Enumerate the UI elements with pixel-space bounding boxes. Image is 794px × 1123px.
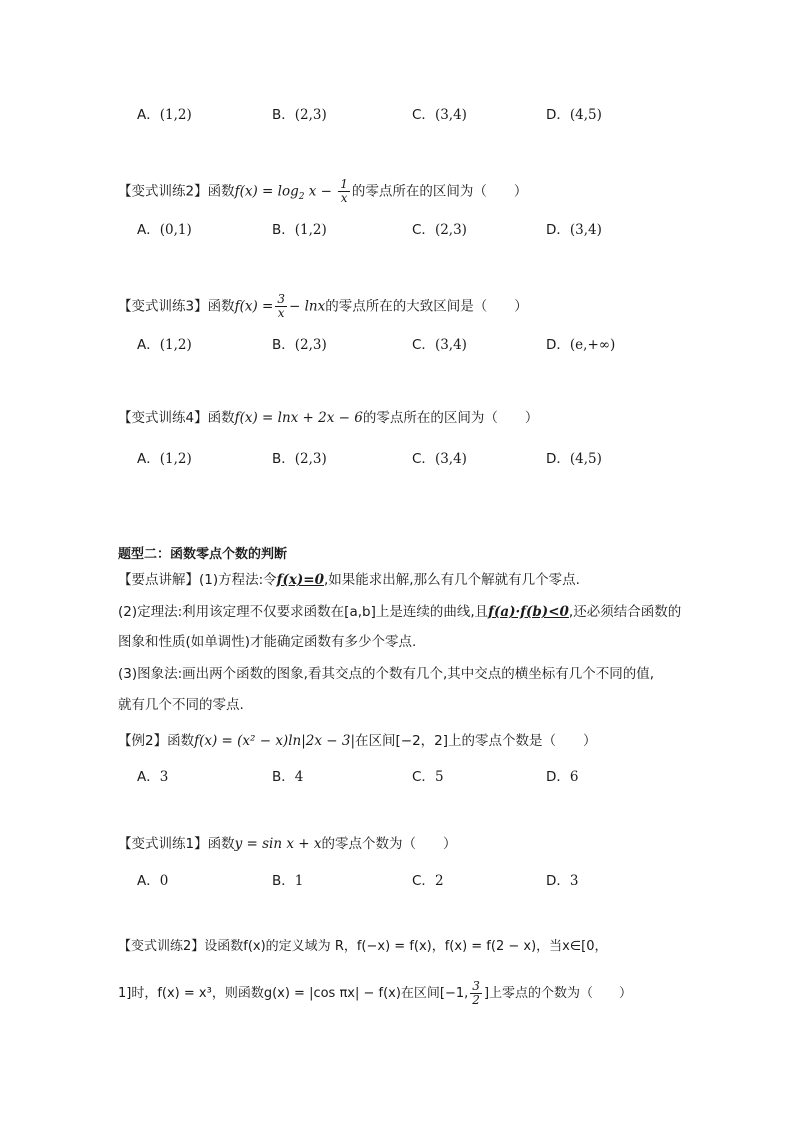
fraction: $\frac{3}{x}$	[277, 292, 285, 320]
option-a[interactable]: A．(0,1)	[137, 222, 192, 238]
option-c[interactable]: C．(2,3)	[412, 222, 467, 238]
option-d[interactable]: D．6	[546, 769, 579, 785]
option-a[interactable]: A．(1,2)	[137, 107, 192, 123]
option-b[interactable]: B．4	[272, 769, 304, 785]
variant2b-question-line1: 【变式训练2】设函数f(x)的定义域为 R，f(−x) = f(x)，f(x) = f(2 − x)，当x∈[0，	[118, 939, 608, 954]
variant2-question: 【变式训练2】函数$f(x) = \log_2 x$ − $\frac{1}{x}$ 的零点所在的区间为（ ）	[118, 177, 528, 205]
option-b[interactable]: B．(2,3)	[272, 107, 327, 123]
option-d[interactable]: D．3	[546, 873, 579, 889]
option-c[interactable]: C．5	[412, 769, 444, 785]
option-b[interactable]: B．(2,3)	[272, 451, 327, 467]
option-b[interactable]: B．1	[272, 873, 304, 889]
option-b[interactable]: B．(2,3)	[272, 337, 327, 353]
key-point-1: 【要点讲解】(1)方程法:令f(x)=0,如果能求出解,那么有几个解就有几个零点.	[118, 572, 580, 588]
section-title: 题型二：函数零点个数的判断	[118, 547, 288, 562]
variant4-question: 【变式训练4】函数f(x) = lnx + 2x − 6的零点所在的区间为（ ）	[118, 410, 539, 426]
key-point-2-cont: 图象和性质(如单调性)才能确定函数有多少个零点.	[118, 634, 417, 650]
option-d[interactable]: D．(4,5)	[546, 107, 602, 123]
option-c[interactable]: C．(3,4)	[412, 337, 467, 353]
option-a[interactable]: A．3	[137, 769, 169, 785]
option-b[interactable]: B．(1,2)	[272, 222, 327, 238]
option-c[interactable]: C．(3,4)	[412, 107, 467, 123]
fraction: $\frac{3}{2}$	[472, 979, 480, 1007]
example2-question: 【例2】函数f(x) = (x² − x)ln|2x − 3|在区间[−2，2]上的零点个数是（ ）	[118, 733, 597, 749]
key-point-3-cont: 就有几个不同的零点.	[118, 697, 244, 713]
key-point-2: (2)定理法:利用该定理不仅要求函数在[a,b]上是连续的曲线,且f(a)·f(b)<0,还必须结合函数的	[118, 604, 682, 620]
option-d[interactable]: D．(3,4)	[546, 222, 602, 238]
option-a[interactable]: A．(1,2)	[137, 337, 192, 353]
option-c[interactable]: C．(3,4)	[412, 451, 467, 467]
fraction: $\frac{1}{x}$	[340, 177, 348, 205]
option-a[interactable]: A．(1,2)	[137, 451, 192, 467]
key-point-3: (3)图象法:画出两个函数的图象,看其交点的个数有几个,其中交点的横坐标有几个不同的值,	[118, 666, 655, 682]
variant3-question: 【变式训练3】函数f(x) = $\frac{3}{x}$ − lnx的零点所在的大致区间是（ ）	[118, 292, 528, 320]
option-a[interactable]: A．0	[137, 873, 169, 889]
option-c[interactable]: C．2	[412, 873, 444, 889]
option-d[interactable]: D．(e,+∞)	[546, 337, 616, 353]
option-d[interactable]: D．(4,5)	[546, 451, 602, 467]
variant1b-question: 【变式训练1】函数y = sin x + x的零点个数为（ ）	[118, 836, 457, 852]
variant2b-question-line2: 1]时，f(x) = x³，则函数g(x) = |cos πx| − f(x)在区间[−1, $\frac{3}{2}$ ]上零点的个数为（ ）	[118, 979, 633, 1007]
